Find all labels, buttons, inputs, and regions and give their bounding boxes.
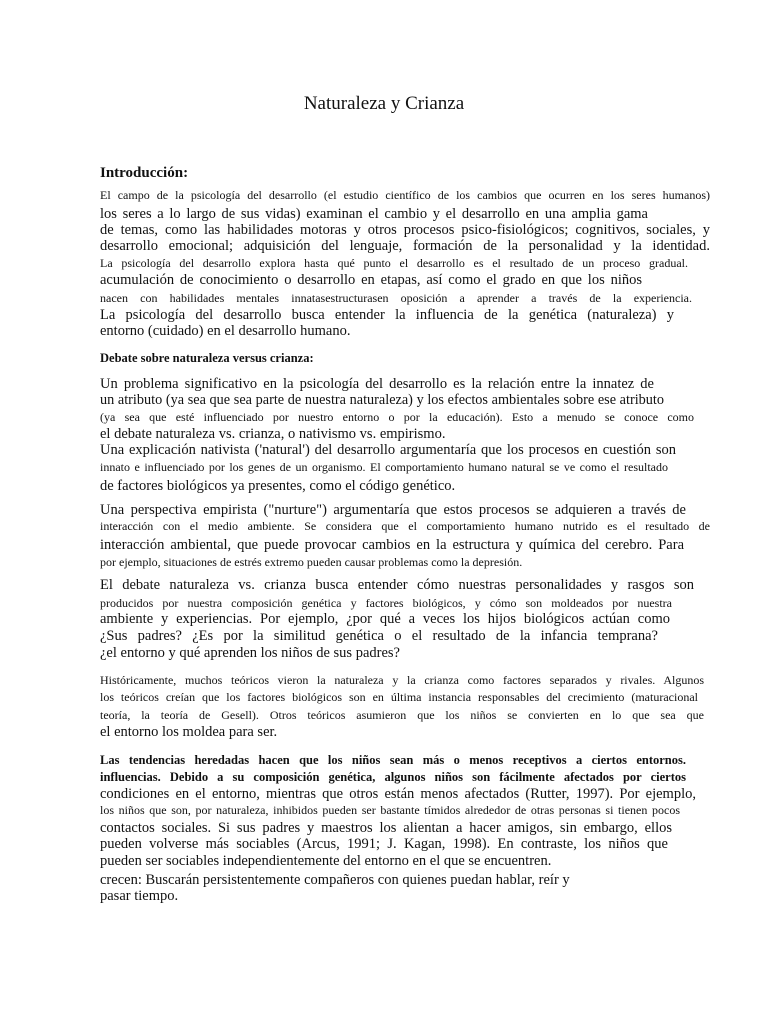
text-line: desarrollo emocional; adquisición del lenguaje, formación de la personalidad y la identidad. — [100, 238, 710, 254]
text-line: pueden volverse más sociables (Arcus, 1991; J. Kagan, 1998). En contraste, los niños que — [100, 836, 668, 852]
text-line: La psicología del desarrollo explora hasta qué punto el desarrollo es el resultado de un proceso gradual. — [100, 256, 688, 270]
text-line: crecen: Buscarán persistentemente compañeros con quienes puedan hablar, reír y — [100, 872, 570, 888]
text-line: acumulación de conocimiento o desarrollo en etapas, así como el grado en que los niños — [100, 272, 642, 288]
text-line: condiciones en el entorno, mientras que otros están menos afectados (Rutter, 1997). Por ejemplo, — [100, 786, 696, 802]
text-line: los teóricos creían que los factores biológicos son en última instancia responsables del crecimiento (maturacional — [100, 690, 698, 704]
text-line: producidos por nuestra composición genética y factores biológicos, y cómo son moldeados por nuestra — [100, 596, 672, 610]
text-line: La psicología del desarrollo busca entender la influencia de la genética (naturaleza) y — [100, 307, 674, 323]
text-line: influencias. Debido a su composición genética, algunos niños son fácilmente afectados por ciertos — [100, 770, 686, 784]
text-line: interacción con el medio ambiente. Se considera que el comportamiento humano nutrido es el resultado de — [100, 519, 710, 533]
text-line: ¿Sus padres? ¿Es por la similitud genética o el resultado de la infancia temprana? — [100, 628, 658, 644]
text-line: teoría, la teoría de Gesell). Otros teóricos asumieron que los niños se convierten en lo que sea que — [100, 708, 704, 722]
text-line: de factores biológicos ya presentes, como el código genético. — [100, 478, 456, 494]
text-line: el debate naturaleza vs. crianza, o nativismo vs. empirismo. — [100, 426, 446, 442]
text-line: (ya sea que esté influenciado por nuestro entorno o por la educación). Esto a menudo se conoce como — [100, 410, 694, 424]
text-line: innato e influenciado por los genes de un organismo. El comportamiento humano natural se ve como el resultado — [100, 460, 668, 474]
text-line: por ejemplo, situaciones de estrés extremo pueden causar problemas como la depresión. — [100, 555, 523, 569]
text-line: El campo de la psicología del desarrollo (el estudio científico de los cambios que ocurren en los seres humanos) — [100, 188, 710, 202]
text-line: ambiente y experiencias. Por ejemplo, ¿por qué a veces los hijos biológicos actúan como — [100, 611, 670, 627]
text-line: contactos sociales. Si sus padres y maestros los alientan a hacer amigos, sin embargo, ellos — [100, 820, 672, 836]
text-line: pueden ser sociables independientemente del entorno en el que se encuentren. — [100, 853, 552, 869]
text-line: Históricamente, muchos teóricos vieron la naturaleza y la crianza como factores separados y rivales. Algunos — [100, 673, 704, 687]
text-line: el entorno los moldea para ser. — [100, 724, 278, 740]
text-line: Una explicación nativista ('natural') del desarrollo argumentaría que los procesos en cuestión son — [100, 442, 676, 458]
text-line: Un problema significativo en la psicología del desarrollo es la relación entre la innatez de — [100, 376, 654, 392]
text-line: de temas, como las habilidades motoras y otros procesos psico-fisiológicos; cognitivos, sociales, y — [100, 222, 710, 238]
text-line: entorno (cuidado) en el desarrollo humano. — [100, 323, 351, 339]
text-line: pasar tiempo. — [100, 888, 179, 904]
text-line: Una perspectiva empirista ("nurture") argumentaría que estos procesos se adquieren a través de — [100, 502, 686, 518]
document-title: Naturaleza y Crianza — [303, 93, 465, 114]
text-line: los seres a lo largo de sus vidas) examinan el cambio y el desarrollo en una amplia gama — [100, 206, 648, 222]
text-line: nacen con habilidades mentales innatasestructurasen oposición a aprender a través de la experiencia. — [100, 291, 692, 305]
text-line: ¿el entorno y qué aprenden los niños de sus padres? — [100, 645, 400, 661]
debate-heading: Debate sobre naturaleza versus crianza: — [100, 351, 314, 365]
text-line: Las tendencias heredadas hacen que los niños sean más o menos receptivos a ciertos entornos. — [100, 753, 686, 767]
intro-heading: Introducción: — [100, 165, 189, 181]
text-line: El debate naturaleza vs. crianza busca entender cómo nuestras personalidades y rasgos son — [100, 577, 694, 593]
text-line: un atributo (ya sea que sea parte de nuestra naturaleza) y los efectos ambientales sobre ese atributo — [100, 392, 664, 408]
text-line: interacción ambiental, que puede provocar cambios en la estructura y química del cerebro. Para — [100, 537, 684, 553]
text-line: los niños que son, por naturaleza, inhibidos pueden ser bastante tímidos alrededor de otras personas si tienen pocos — [100, 803, 680, 817]
